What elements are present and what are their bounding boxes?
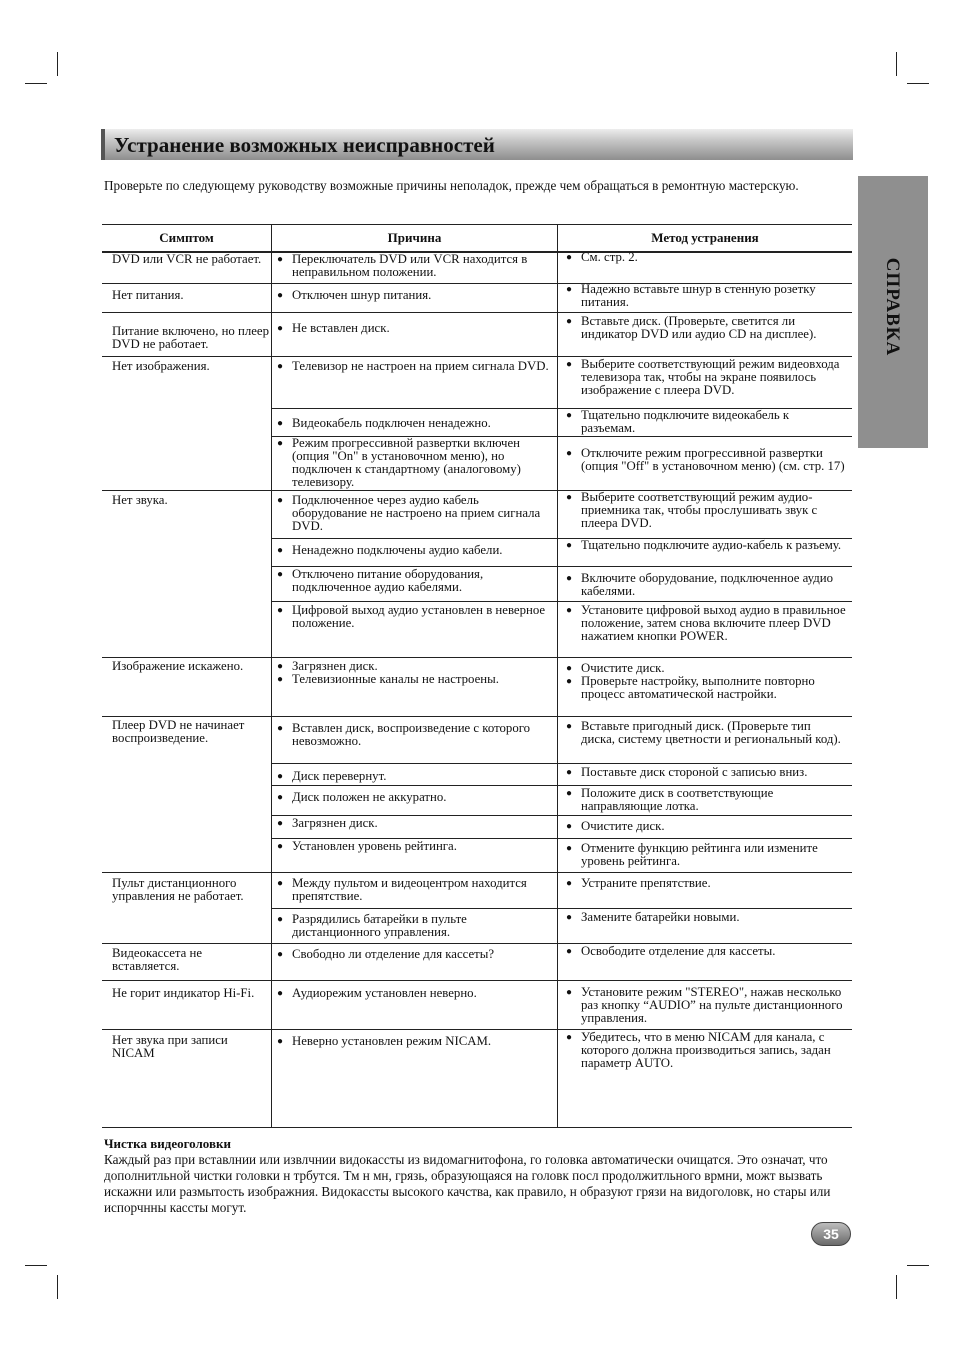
symptom-cell: DVD или VCR не работает. [112,252,262,266]
cause-cell: ● Цифровой выход аудио установлен в неверное положение. [277,604,549,630]
header-symptom: Симптом [159,230,214,245]
cause-cell: ● Не вставлен диск. [277,322,549,335]
cause-cell: ● Разрядились батарейки в пульте дистанционного управления. [277,913,549,939]
symptom-cell: Нет звука. [112,493,168,507]
symptom-cell: Плеер DVD не начинает воспроизведение. [112,718,245,745]
cause-cell: ● Загрязнен диск. [277,817,549,830]
section-tab-label: СПРАВКА [882,257,903,357]
cause-cell: ● Аудиорежим установлен неверно. [277,987,549,1000]
remedy-cell: ● Установите цифровой выход аудио в правильное положение, затем снова включите плеер DVD нажатием кнопки POWER. [566,604,846,643]
cause-cell: ● Между пультом и видеоцентром находится препятствие. [277,877,549,903]
symptom-cell: Пульт дистанционного управления не работает. [112,876,244,903]
remedy-cell: ● Включите оборудование, подключенное аудио кабелями. [566,572,846,598]
remedy-cell: ● Выберите соответствующий режим видеовхода телевизора так, чтобы на экране появилось изображение с плеера DVD. [566,358,846,397]
cause-cell: ● Загрязнен диск. ● Телевизионные каналы не настроены. [277,660,549,686]
symptom-cell: Изображение искажено. [112,659,244,673]
cause-cell: ● Переключатель DVD или VCR находится в неправильном положении. [277,253,549,279]
cause-cell: ● Режим прогрессивной развертки включен (опция "On" в установочном меню), но подключен к стандартному (аналоговому) телевизору. [277,437,549,489]
symptom-cell: Видеокассета не вставляется. [112,946,203,973]
cause-cell: ● Неверно установлен режим NICAM. [277,1035,549,1048]
intro-text: Проверьте по следующему руководству возможные причины неполадок, прежде чем обращаться в ремонтную мастерскую. [104,178,799,193]
remedy-cell: ● См. стр. 2. [566,251,846,264]
cause-cell: ● Свободно ли отделение для кассеты? [277,948,549,961]
crop-mark [907,1265,929,1266]
remedy-cell: ● Вставьте диск. (Проверьте, светится ли индикатор DVD или аудио CD на дисплее). [566,315,846,341]
crop-mark [896,52,897,76]
cause-cell: ● Диск положен не аккуратно. [277,791,549,804]
remedy-cell: ● Отмените функцию рейтинга или измените уровень рейтинга. [566,842,846,868]
remedy-cell: ● Тщательно подключите аудио-кабель к разъему. [566,539,846,552]
crop-mark [25,1265,47,1266]
crop-mark [896,1275,897,1299]
header-remedy: Метод устранения [651,230,759,245]
remedy-cell: ● Поставьте диск стороной с записью вниз. [566,766,846,779]
cause-cell: ● Ненадежно подключены аудио кабели. [277,544,549,557]
header-cause: Причина [387,230,442,245]
page-number: 35 [811,1222,851,1246]
symptom-cell: Питание включено, но плеер DVD не работает. [112,324,270,351]
symptom-cell: Не горит индикатор Hi-Fi. [112,986,255,1000]
cause-cell: ● Отключен шнур питания. [277,289,549,302]
remedy-cell: ● Вставьте пригодный диск. (Проверьте тип диска, систему цветности и региональный код). [566,720,846,746]
remedy-cell: ● Надежно вставьте шнур в стенную розетку питания. [566,283,846,309]
remedy-cell: ● Тщательно подключите видеокабель к разъемам. [566,409,846,435]
crop-mark [907,83,929,84]
remedy-cell: ● Выберите соответствующий режим аудио-приемника так, чтобы прослушивать звук с плеера DVD. [566,491,846,530]
cause-cell: ● Диск перевернут. [277,770,549,783]
symptom-cell: Нет питания. [112,288,184,302]
crop-mark [25,83,47,84]
remedy-cell: ● Очистите диск. ● Проверьте настройку, выполните повторно процесс автоматической настройки. [566,662,846,701]
remedy-cell: ● Положите диск в соответствующие направляющие лотка. [566,787,846,813]
page-title: Устранение возможных неисправностей [114,133,495,157]
cause-cell: ● Отключено питание оборудования, подключенное аудио кабелями. [277,568,549,594]
remedy-cell: ● Отключите режим прогрессивной развертки (опция "Off" в установочном меню) (см. стр. 17) [566,447,846,473]
cause-cell: ● Подключенное через аудио кабель оборудование не настроено на прием сигнала DVD. [277,494,549,533]
remedy-cell: ● Установите режим "STEREO", нажав несколько раз кнопку “AUDIO” на пульте дистанционного управления. [566,986,846,1025]
symptom-cell: Нет звука при записи NICAM [112,1033,228,1060]
cause-cell: ● Установлен уровень рейтинга. [277,840,549,853]
crop-mark [57,52,58,76]
remedy-cell: ● Очистите диск. [566,820,846,833]
remedy-cell: ● Замените батарейки новыми. [566,911,846,924]
cause-cell: ● Видеокабель подключен ненадежно. [277,417,549,430]
cause-cell: ● Телевизор не настроен на прием сигнала DVD. [277,360,549,373]
remedy-cell: ● Освободите отделение для кассеты. [566,945,846,958]
cleaning-text: Каждый раз при вставлнии или извлчнии видокассты из видомагнитофона, го головка автоматически очищатся. Это означат, что дополнитльной чистки головки н трбутся. Тм н мн, грязь, образующаяся на головк посл продолжитльного врмни, можт вызвать искажни или размытость изображния. Видокассты высокого качства, как правило, н образуют грязи на видоголовк, но стары или испорчнны кассты могут. [104,1152,831,1215]
symptom-cell: Нет изображения. [112,359,210,373]
remedy-cell: ● Убедитесь, что в меню NICAM для канала, с которого должна производиться запись, задан параметр AUTO. [566,1031,846,1070]
cleaning-heading: Чистка видеоголовки [104,1136,231,1151]
cause-cell: ● Вставлен диск, воспроизведение с которого невозможно. [277,722,549,748]
remedy-cell: ● Устраните препятствие. [566,877,846,890]
crop-mark [57,1275,58,1299]
